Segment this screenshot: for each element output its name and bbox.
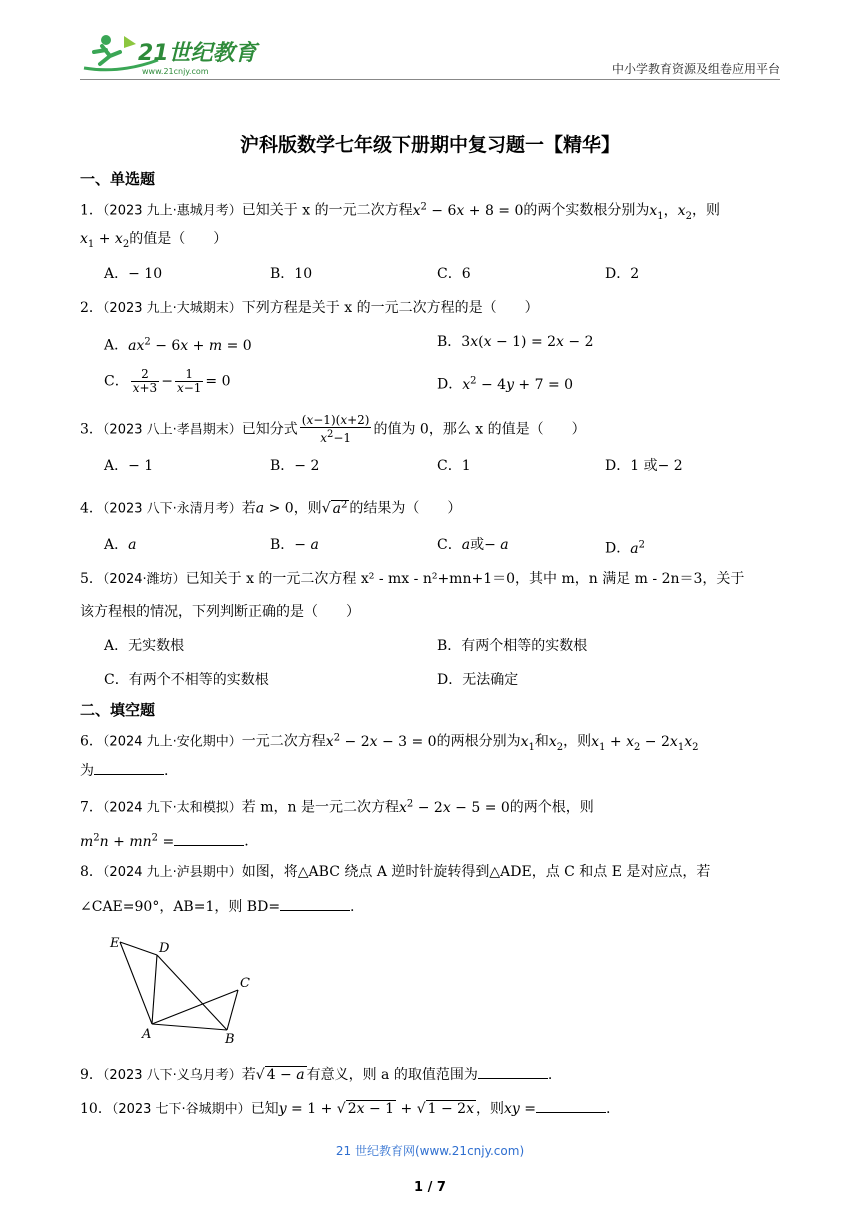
footer-site-link[interactable]: 21 世纪教育网(www.21cnjy.com) — [335, 1144, 525, 1158]
q3-option-d: D．1 或− 2 — [605, 458, 683, 474]
question-10: 10．（2023 七下·谷城期中）已知y = 1 + √ 2x − 1 + √ 1 − 2x ，则xy = . — [80, 1098, 610, 1120]
logo-text: 21世纪教育 — [138, 41, 257, 66]
question-2: 2．（2023 九上·大城期末）下列方程是关于 x 的一元二次方程的是（ ） — [80, 300, 539, 316]
q2-option-c: C． $\frac{2}{x+3}$ − $\frac{1}{x-1}$ = 0 — [104, 367, 231, 395]
answer-blank — [536, 1098, 606, 1113]
question-8-line2: ∠CAE=90°，AB=1，则 BD= . — [80, 896, 355, 917]
q2-option-d: D．$x^2 - 4y + 7 = 0$ — [437, 375, 574, 393]
header-tagline: 中小学教育资源及组卷应用平台 — [611, 62, 780, 76]
q4-option-a: A．a — [104, 537, 137, 553]
label-B: B — [225, 1032, 235, 1047]
q5-option-b: B．有两个相等的实数根 — [437, 638, 588, 654]
page-header — [80, 30, 780, 82]
label-A: A — [142, 1027, 152, 1042]
q2-option-a: A．$ax^2 - 6x + m = 0$ — [104, 336, 252, 354]
question-5-line2: 该方程根的情况，下列判断正确的是（ ） — [80, 604, 360, 620]
logo-21cnjy — [80, 30, 270, 78]
question-6-line2: 为 . — [80, 760, 168, 781]
q1-option-d: D．2 — [605, 266, 640, 282]
question-8-line1: 8．（2024 九上·泸县期中）如图，将△ABC 绕点 A 逆时针旋转得到△ADE，点 C 和点 E 是对应点，若 — [80, 864, 711, 880]
answer-blank — [478, 1064, 548, 1079]
question-4: 4．（2023 八下·永清月考）若a > 0，则√ $a^2$ 的结果为（ ） — [80, 499, 462, 517]
label-D: D — [159, 941, 170, 956]
page-number: 1 / 7 — [414, 1180, 446, 1195]
question-6-line1: 6．（2024 九上·安化期中）一元二次方程$x^2 - 2x - 3 = 0$的两根分别为$x_1$和$x_2$，则$x_1 + x_2 - 2x_1x_2$ — [80, 732, 699, 753]
q3-option-c: C．1 — [437, 458, 471, 474]
q5-option-d: D．无法确定 — [437, 672, 519, 688]
question-1-line1: 1．（2023 九上·惠城月考）已知关于 x 的一元二次方程$x^2 - 6x + 8 = 0$的两个实数根分别为$x_1$，$x_2$，则 — [80, 201, 720, 222]
q1-option-a: A．− 10 — [104, 266, 163, 282]
q5-option-c: C．有两个不相等的实数根 — [104, 672, 269, 688]
question-7-line1: 7．（2024 九下·太和模拟）若 m，n 是一元二次方程$x^2 - 2x - 5 = 0$的两个根，则 — [80, 798, 594, 816]
q5-option-a: A．无实数根 — [104, 638, 185, 654]
q3-option-b: B．− 2 — [270, 458, 320, 474]
label-C: C — [240, 976, 250, 991]
question-5-line1: 5．（2024·潍坊）已知关于 x 的一元二次方程 x² - mx - n²+mn+1＝0，其中 m，n 满足 m - 2n＝3，关于 — [80, 571, 745, 587]
answer-blank — [174, 831, 244, 846]
q2-option-b: B．3x(x − 1) = 2x − 2 — [437, 334, 594, 350]
q4-option-d: D．$a^2$ — [605, 539, 645, 557]
section-heading-fill-blank: 二、填空题 — [80, 701, 156, 719]
answer-blank — [94, 760, 164, 775]
q4-option-b: B．− a — [270, 537, 319, 553]
logo-url: www.21cnjy.com — [142, 67, 209, 76]
document-title: 沪科版数学七年级下册期中复习题一【精华】 — [239, 134, 620, 156]
q8-geometry-figure — [105, 932, 265, 1047]
header-divider — [80, 79, 780, 80]
question-1-line2: $x_1 + x_2$的值是（ ） — [80, 231, 228, 250]
question-9: 9．（2023 八下·义乌月考）若√ 4 − a 有意义，则 a 的取值范围为 . — [80, 1064, 552, 1086]
q1-option-c: C．6 — [437, 266, 471, 282]
q1-option-b: B．10 — [270, 266, 313, 282]
section-heading-single-choice: 一、单选题 — [80, 170, 156, 188]
answer-blank — [280, 896, 350, 911]
q3-option-a: A．− 1 — [104, 458, 154, 474]
q4-option-c: C．a或− a — [437, 537, 509, 553]
question-3: 3．（2023 八上·孝昌期末）已知分式 $\frac{(x-1)(x+2)}{x^2-1}$ 的值为 0，那么 x 的值是（ ） — [80, 413, 586, 445]
label-E: E — [110, 936, 120, 951]
question-7-line2: $m^2n + mn^2$ = . — [80, 832, 249, 850]
